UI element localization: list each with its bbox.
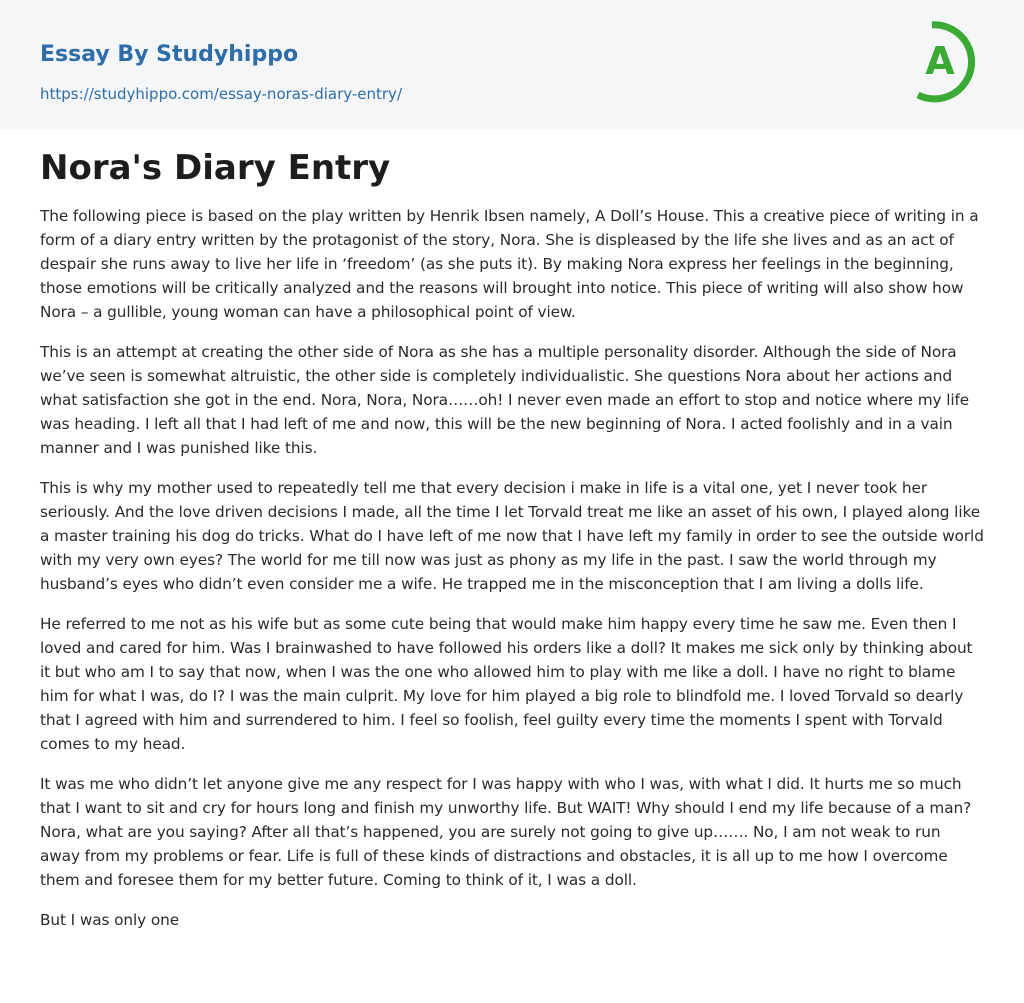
paragraph-6: But I was only one xyxy=(40,911,180,929)
paragraph-1: The following piece is based on the play written by Henrik Ibsen namely, A Doll’s House. This a creative piece of writing in a form of a diary entry written by the protagonist of the story, Nora. She is displeased by the life she lives and as an act of despair she runs away to live her life in ‘freedom’ (as she puts it). By making Nora express her feelings in the beginning, those emotions will be critically analyzed and the reasons will brought into notice. This piece of writing will also show how Nora – a gullible, young woman can have a philosophical point of view. xyxy=(40,207,979,321)
site-header xyxy=(0,0,1024,129)
paragraph-5: It was me who didn’t let anyone give me any respect for I was happy with who I was, with what I did. It hurts me so much that I want to sit and cry for hours long and finish my unworthy life. But WAIT! Why should I end my life because of a man? Nora, what are you saying? After all that’s happened, you are surely not going to give up……. No, I am not weak to run away from my problems or fear. Life is full of these kinds of distractions and obstacles, it is all up to me how I overcome them and foresee them for my better future. Coming to think of it, I was a doll. xyxy=(40,775,972,889)
paragraph-4: He referred to me not as his wife but as some cute being that would make him happy every time he saw me. Even then I loved and cared for him. Was I brainwashed to have followed his orders like a doll? It makes me sick only by thinking about it but who am I to say that now, when I was the one who allowed him to play with me like a doll. I have no right to blame him for what I was, do I? I was the main culprit. My love for him played a big role to blindfold me. I loved Torvald so dearly that I agreed with him and surrendered to him. I feel so foolish, feel guilty every time the moments I spent with Torvald comes to my head. xyxy=(40,615,973,753)
essay-url-link[interactable]: https://studyhippo.com/essay-noras-diary-entry/ xyxy=(40,85,402,103)
page-title: Nora's Diary Entry xyxy=(40,148,391,188)
studyhippo-logo[interactable] xyxy=(910,17,988,107)
paragraph-3: This is why my mother used to repeatedly tell me that every decision i make in life is a vital one, yet I never took her seriously. And the love driven decisions I made, all the time I let Torvald treat me like an asset of his own, I played along like a master training his dog do tricks. What do I have left of me now that I have left my family in order to see the outside world with my very own eyes? The world for me till now was just as phony as my life in the past. I saw the world through my husband’s eyes who didn’t even consider me a wife. He trapped me in the misconception that I am living a dolls life. xyxy=(40,479,984,593)
site-title[interactable]: Essay By Studyhippo xyxy=(40,42,299,67)
paragraph-2: This is an attempt at creating the other side of Nora as she has a multiple personality disorder. Although the side of Nora we’ve seen is somewhat altruistic, the other side is completely individualistic. She questions Nora about her actions and what satisfaction she got in the end. Nora, Nora, Nora……oh! I never even made an effort to stop and notice where my life was heading. I left all that I had left of me and now, this will be the new beginning of Nora. I acted foolishly and in a vain manner and I was punished like this. xyxy=(40,343,970,457)
logo-letter: A xyxy=(925,39,955,83)
article xyxy=(40,146,984,948)
